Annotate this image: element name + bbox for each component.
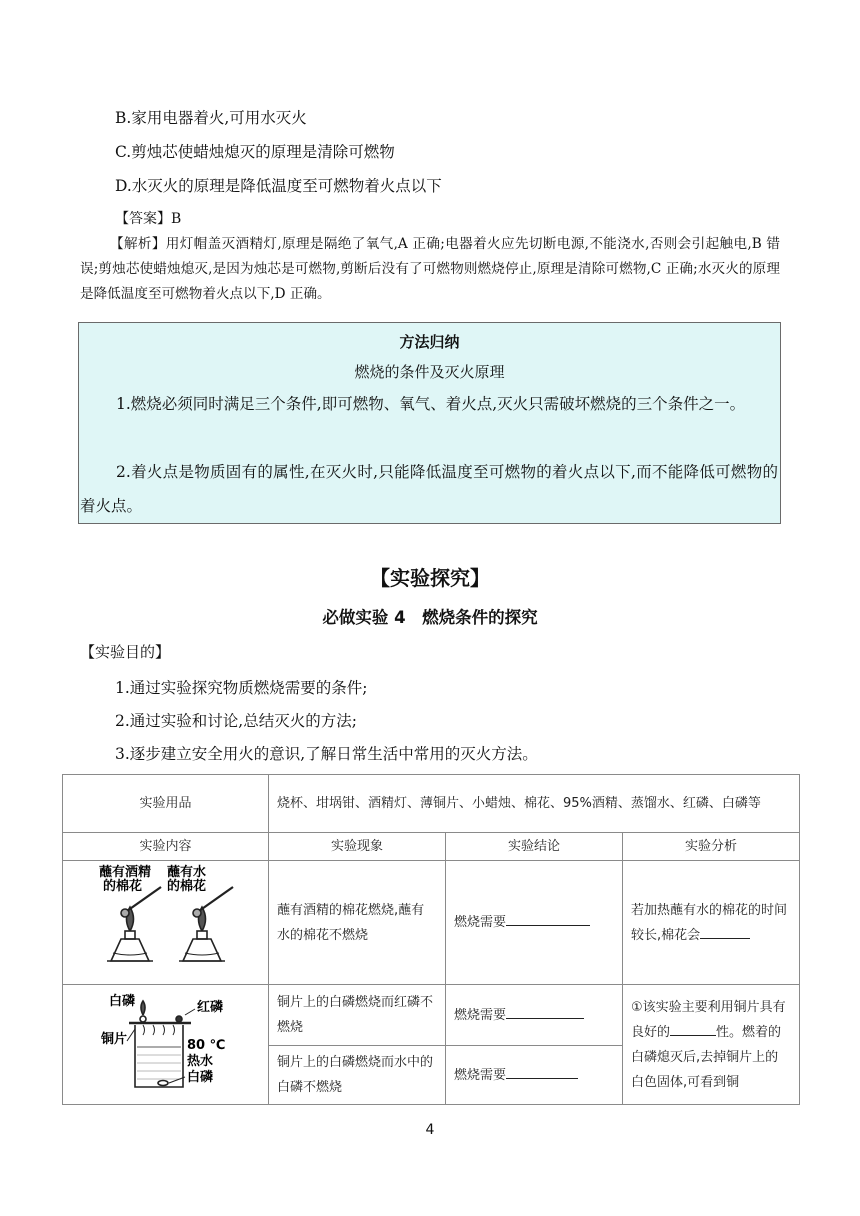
fig2-label-white-p2: 白磷 bbox=[187, 1070, 214, 1085]
analysis-paragraph: 【解析】用灯帽盖灭酒精灯,原理是隔绝了氧气,A 正确;电器着火应先切断电源,不能浇水,否则会引起触电,B 错误;剪烛芯使蜡烛熄灭,是因为烛芯是可燃物,剪断后没有了可燃物则燃烧停止,原理是清除可燃物,C 正确;水灭火的原理是降低温度至可燃物着火点以下,D 正确。 bbox=[80, 236, 780, 302]
row2-analysis-blank bbox=[670, 1021, 716, 1036]
fig2-label-white-p: 白磷 bbox=[109, 994, 136, 1009]
row2-conclusion-a-blank bbox=[506, 1004, 584, 1019]
experiment-table bbox=[62, 774, 800, 1105]
header-phenomenon: 实验现象 bbox=[269, 833, 446, 861]
method-summary-box bbox=[78, 322, 781, 524]
method-title: 方法归纳 bbox=[399, 333, 460, 351]
purpose-item-1: 1.通过实验探究物质燃烧需要的条件; bbox=[115, 679, 368, 697]
row2-conclusion-a bbox=[446, 985, 623, 1046]
header-content: 实验内容 bbox=[63, 833, 269, 861]
option-d: D.水灭火的原理是降低温度至可燃物着火点以下 bbox=[115, 177, 442, 195]
row1-conclusion-blank bbox=[506, 911, 590, 926]
figure-phosphorus-cell bbox=[63, 985, 269, 1105]
section-title: 【实验探究】 bbox=[370, 566, 490, 590]
row2-phenomenon-a: 铜片上的白磷燃烧而红磷不燃烧 bbox=[269, 985, 446, 1046]
purpose-label: 【实验目的】 bbox=[80, 643, 171, 661]
row2-phenomenon-b: 铜片上的白磷燃烧而水中的白磷不燃烧 bbox=[269, 1046, 446, 1105]
row1-conclusion-text: 燃烧需要 bbox=[454, 915, 507, 930]
option-c: C.剪烛芯使蜡烛熄灭的原理是清除可燃物 bbox=[115, 143, 395, 161]
page-number: 4 bbox=[425, 1122, 435, 1138]
fig2-label-red-p: 红磷 bbox=[197, 1000, 224, 1015]
alcohol-lamp-left-icon bbox=[107, 887, 161, 961]
row2-conclusion-b-blank bbox=[506, 1064, 578, 1079]
row2-conclusion-a-text: 燃烧需要 bbox=[454, 1007, 507, 1023]
beaker-icon bbox=[127, 1001, 195, 1087]
header-analysis: 实验分析 bbox=[623, 833, 800, 861]
row2-analysis-text-a: ①该实验主要利用铜片具有良好的 bbox=[631, 999, 786, 1040]
figure-cotton-cell bbox=[63, 861, 269, 985]
method-point-1: 1.燃烧必须同时满足三个条件,即可燃物、氧气、着火点,灭火只需破坏燃烧的三个条件之一。 bbox=[116, 395, 746, 413]
row2-conclusion-b-text: 燃烧需要 bbox=[454, 1067, 507, 1083]
phosphorus-figure bbox=[63, 985, 268, 1095]
row1-analysis-blank bbox=[700, 924, 750, 939]
fig1-label-4: 的棉花 bbox=[167, 879, 207, 894]
row1-analysis-text: 若加热蘸有水的棉花的时间较长,棉花会 bbox=[631, 902, 788, 943]
fig1-label-2: 的棉花 bbox=[103, 879, 143, 894]
fig2-label-temp: 80 ℃ bbox=[187, 1038, 226, 1053]
alcohol-lamp-right-icon bbox=[179, 887, 233, 961]
row2-analysis-text-b: 性。燃着的白磷熄灭后,去掉铜片上的白色固体,可看到铜 bbox=[631, 1024, 782, 1090]
fig2-label-copper: 铜片 bbox=[101, 1032, 128, 1047]
purpose-item-3: 3.逐步建立安全用火的意识,了解日常生活中常用的灭火方法。 bbox=[115, 745, 538, 763]
purpose-item-2: 2.通过实验和讨论,总结灭火的方法; bbox=[115, 712, 357, 730]
row1-analysis bbox=[623, 861, 800, 985]
header-conclusion: 实验结论 bbox=[446, 833, 623, 861]
method-point-2: 2.着火点是物质固有的属性,在灭火时,只能降低温度至可燃物的着火点以下,而不能降低可燃物的着火点。 bbox=[80, 463, 778, 515]
method-subtitle: 燃烧的条件及灭火原理 bbox=[354, 363, 505, 381]
row2-analysis bbox=[623, 985, 800, 1105]
supplies-content: 烧杯、坩埚钳、酒精灯、薄铜片、小蜡烛、棉花、95%酒精、蒸馏水、红磷、白磷等 bbox=[269, 775, 800, 833]
cotton-burning-figure bbox=[63, 861, 268, 975]
row2-conclusion-b bbox=[446, 1046, 623, 1105]
row1-conclusion bbox=[446, 861, 623, 985]
option-b: B.家用电器着火,可用水灭火 bbox=[115, 109, 307, 127]
experiment-title: 必做实验 4 燃烧条件的探究 bbox=[322, 608, 538, 627]
supplies-label: 实验用品 bbox=[63, 775, 269, 833]
fig2-label-hot-water: 热水 bbox=[187, 1054, 214, 1069]
fig1-label-1: 蘸有酒精 bbox=[99, 865, 152, 880]
row1-phenomenon: 蘸有酒精的棉花燃烧,蘸有水的棉花不燃烧 bbox=[269, 861, 446, 985]
fig1-label-3: 蘸有水 bbox=[167, 865, 207, 880]
answer: 【答案】B bbox=[115, 211, 182, 227]
